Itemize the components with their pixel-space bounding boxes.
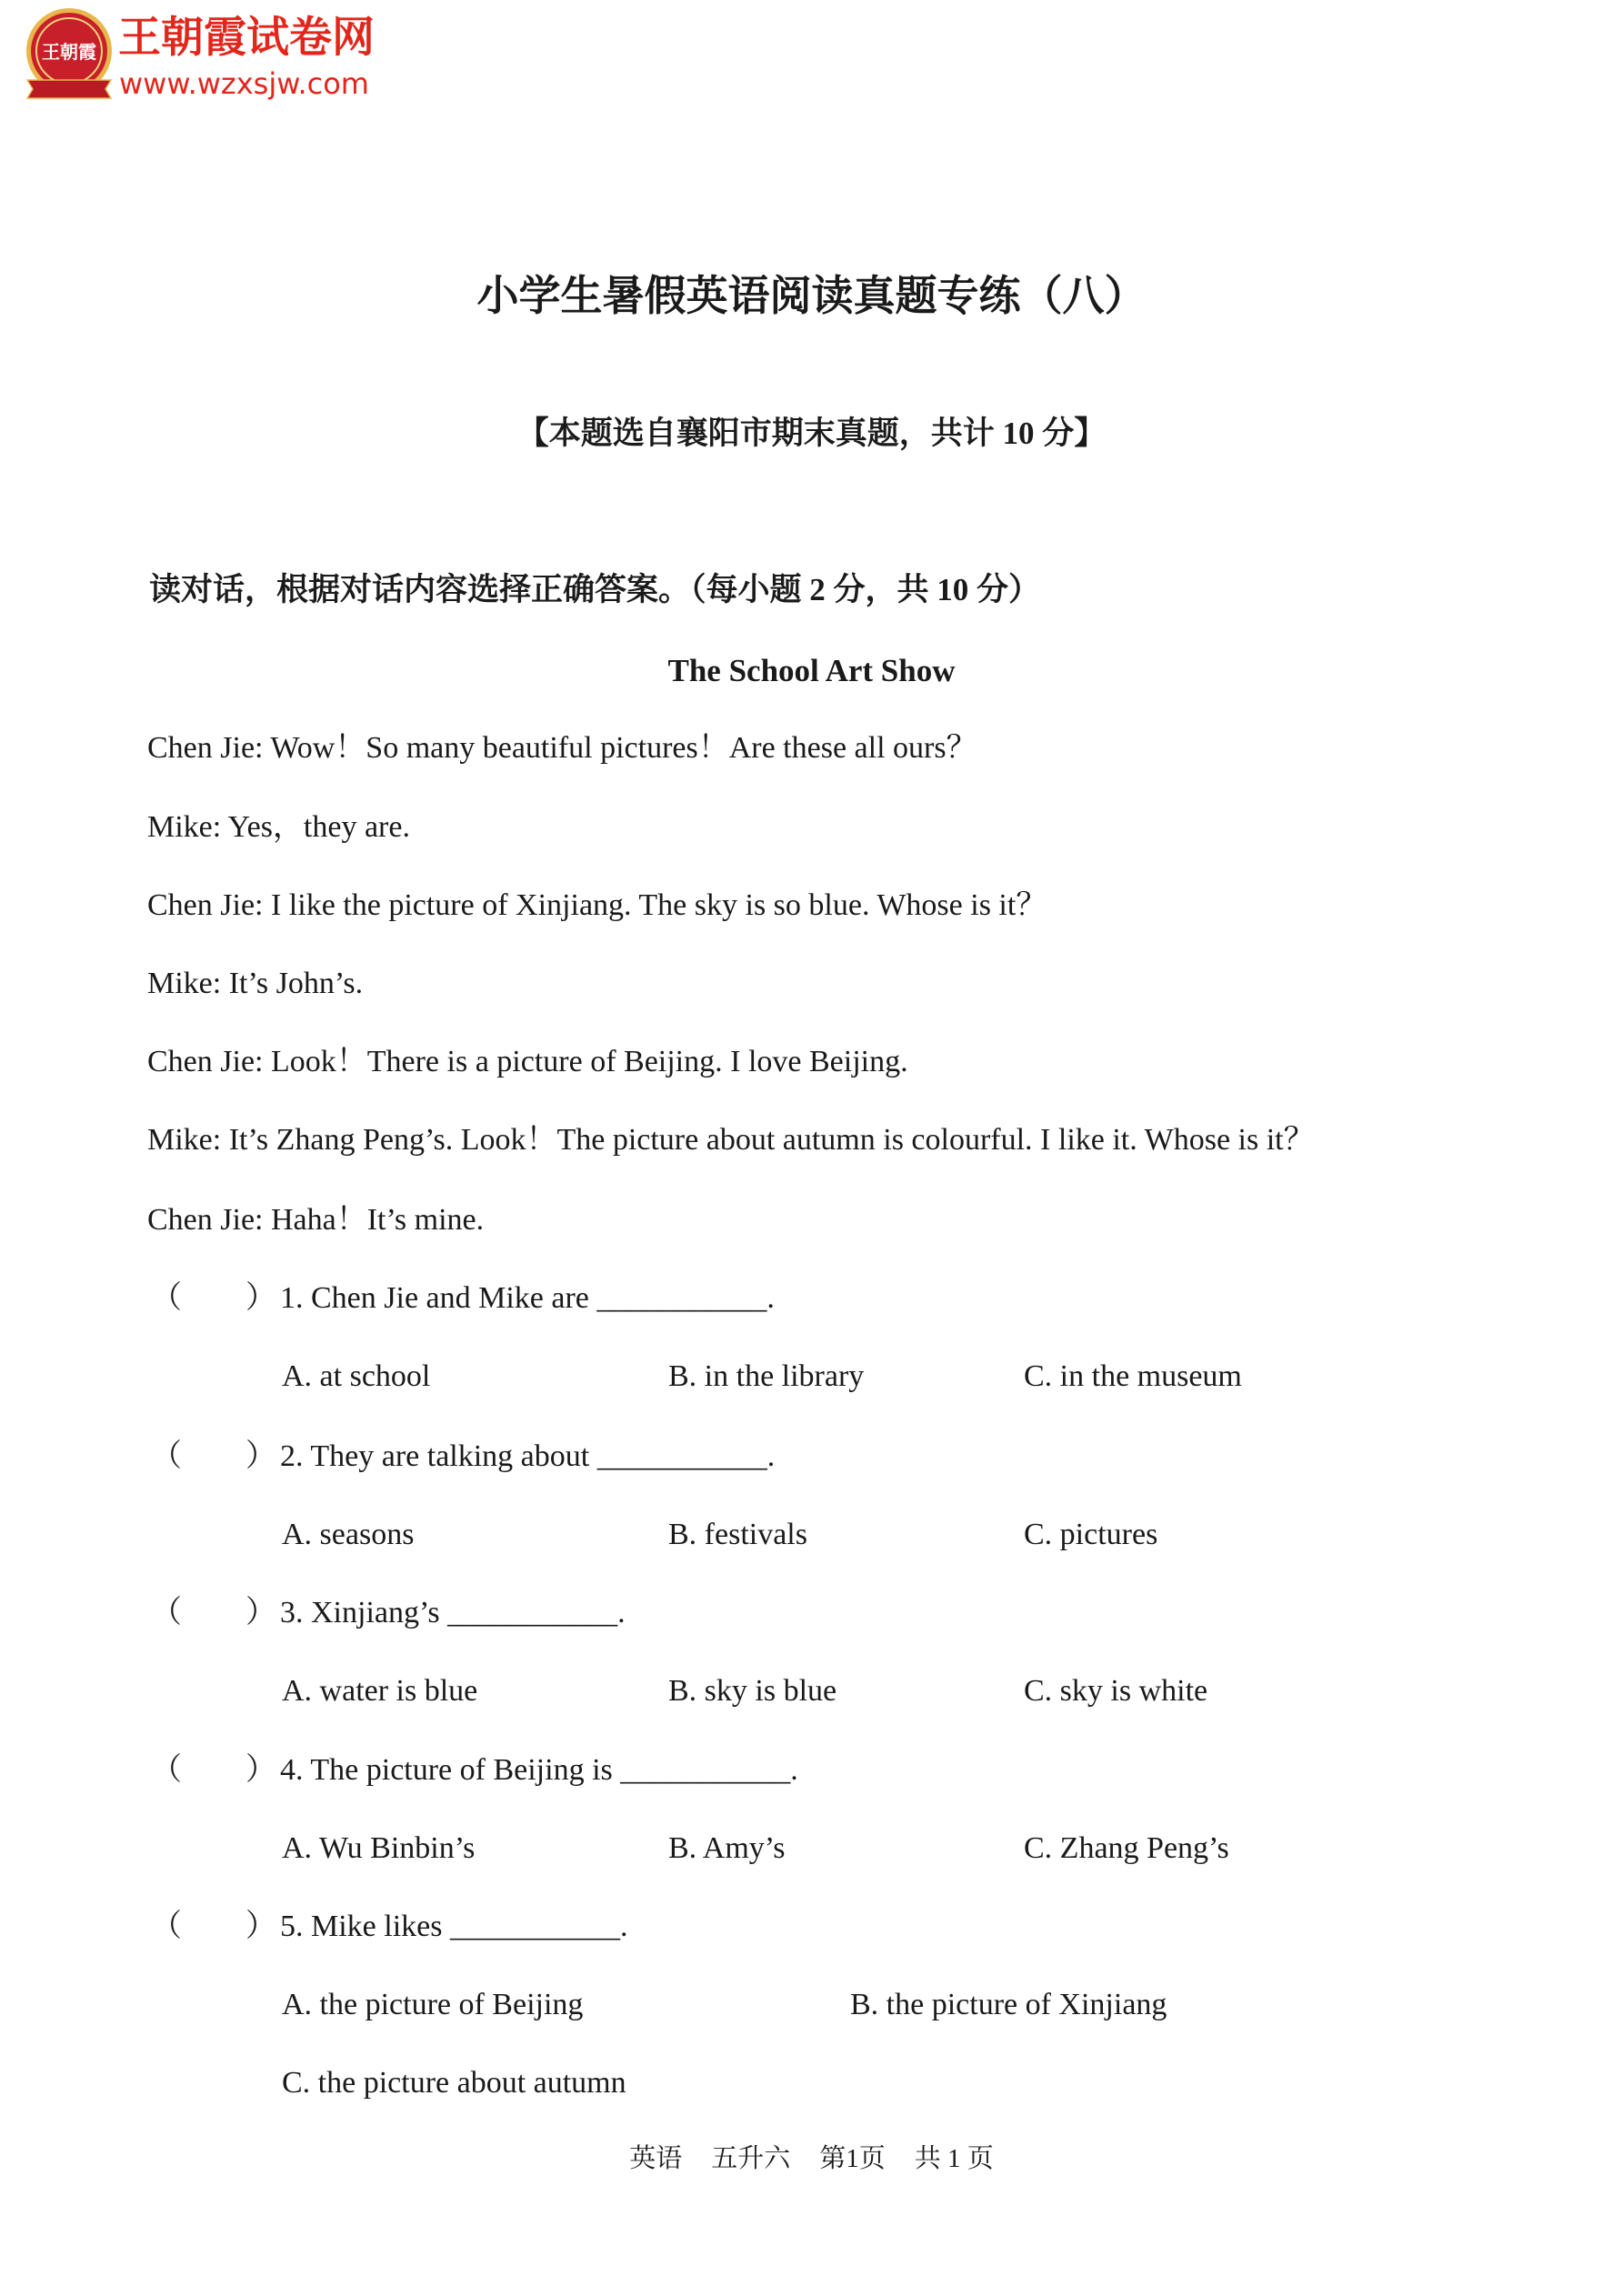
option-c: C. pictures — [1024, 1518, 1158, 1551]
logo-seal-text: 王朝霞 — [42, 41, 96, 63]
site-logo — [18, 4, 120, 105]
logo-ribbon — [27, 80, 111, 98]
question-4-options — [0, 1826, 1623, 1871]
option-b: B. sky is blue — [668, 1674, 837, 1708]
answer-bracket-close: ） — [245, 1753, 276, 1787]
answer-bracket-close: ） — [245, 1910, 276, 1943]
question-stem: 2. They are talking about ___________. — [280, 1439, 776, 1473]
option-b: B. in the library — [668, 1359, 865, 1393]
source-note: 【本题选自襄阳市期末真题，共计 10 分】 — [516, 416, 1107, 451]
answer-bracket-open: （ — [151, 1910, 182, 1943]
site-url: www.wzxsjw.com — [119, 66, 369, 101]
option-c: C. Zhang Peng’s — [1024, 1831, 1229, 1865]
answer-bracket-open: （ — [151, 1281, 182, 1315]
option-b: B. festivals — [668, 1518, 807, 1551]
footer-page-number: 第1页 — [819, 2144, 886, 2173]
option-c: C. in the museum — [1024, 1359, 1242, 1393]
option-a: A. the picture of Beijing — [282, 1988, 584, 2021]
option-b: B. the picture of Xinjiang — [850, 1988, 1167, 2021]
question-stem: 4. The picture of Beijing is ___________. — [280, 1753, 798, 1787]
question-4 — [0, 1748, 1623, 1793]
option-a: A. water is blue — [282, 1674, 478, 1708]
option-c: C. the picture about autumn — [282, 2066, 626, 2100]
question-3-options — [0, 1669, 1623, 1714]
dialogue-line: Chen Jie: Haha！It’s mine. — [147, 1203, 485, 1237]
question-2 — [0, 1434, 1623, 1479]
passage-title: The School Art Show — [667, 653, 956, 688]
question-stem: 5. Mike likes ___________. — [280, 1910, 628, 1943]
dialogue-line: Chen Jie: Look！There is a picture of Beijing. I love Beijing. — [147, 1045, 908, 1078]
page-title: 小学生暑假英语阅读真题专练（八） — [476, 271, 1147, 320]
dialogue-line: Chen Jie: Wow！So many beautiful pictures！Are these all ours？ — [147, 731, 977, 765]
instruction: 读对话，根据对话内容选择正确答案。（每小题 2 分，共 10 分） — [149, 572, 1041, 607]
option-a: A. at school — [282, 1359, 431, 1393]
question-1 — [0, 1276, 1623, 1321]
question-3 — [0, 1590, 1623, 1636]
page-footer — [0, 2141, 1623, 2177]
question-1-options — [0, 1354, 1623, 1399]
question-5 — [0, 1904, 1623, 1950]
answer-bracket-open: （ — [151, 1753, 182, 1787]
dialogue-line: Chen Jie: I like the picture of Xinjiang. The sky is so blue. Whose is it？ — [147, 888, 1047, 922]
answer-bracket-close: ） — [245, 1281, 276, 1315]
question-5-options-continued — [0, 2060, 1623, 2106]
dialogue-line: Mike: It’s Zhang Peng’s. Look！The picture about autumn is colourful. I like it. Whose is it？ — [147, 1123, 1315, 1157]
question-stem: 1. Chen Jie and Mike are ___________. — [280, 1281, 775, 1315]
option-c: C. sky is white — [1024, 1674, 1208, 1708]
answer-bracket-close: ） — [245, 1596, 276, 1629]
dialogue-line: Mike: Yes，they are. — [147, 810, 410, 844]
question-stem: 3. Xinjiang’s ___________. — [280, 1596, 626, 1629]
answer-bracket-open: （ — [151, 1439, 182, 1473]
footer-subject: 英语 — [629, 2144, 683, 2173]
footer-page-total: 共 1 页 — [914, 2144, 994, 2173]
footer-grade: 五升六 — [711, 2144, 791, 2173]
option-a: A. seasons — [282, 1518, 415, 1551]
site-name: 王朝霞试卷网 — [118, 13, 375, 63]
option-a: A. Wu Binbin’s — [282, 1831, 476, 1865]
dialogue-line: Mike: It’s John’s. — [147, 967, 364, 1000]
answer-bracket-close: ） — [245, 1439, 276, 1473]
answer-bracket-open: （ — [151, 1596, 182, 1629]
option-b: B. Amy’s — [668, 1831, 786, 1865]
question-5-options — [0, 1982, 1623, 2028]
question-2-options — [0, 1512, 1623, 1558]
